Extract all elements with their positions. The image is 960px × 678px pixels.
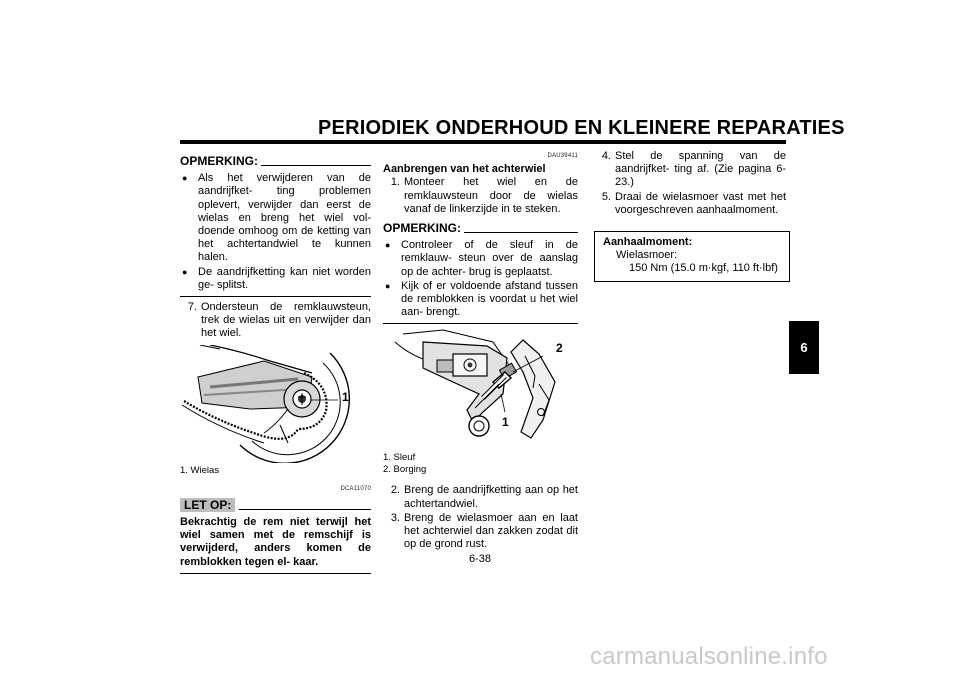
figure-wheel-axle xyxy=(180,345,371,463)
header-rule xyxy=(180,140,786,144)
list-item: ● Kijk of er voldoende afstand tussen de remblokken is voordat u het wiel aan- brengt. xyxy=(385,279,578,319)
column-left xyxy=(180,155,371,578)
list-item: ● Als het verwijderen van de aandrijfket- ting problemen oplevert, verwijder dan eerst de wielas en breng het wiel vol- doende omhoog om de ketting van het achtertandwiel te kunnen halen. xyxy=(182,172,371,264)
caution-text: Bekrachtig de rem niet terwijl het wiel samen met de remschijf is verwijderd, anders komen de remblokken tegen el- kaar. xyxy=(180,516,371,568)
figure-callout-1: 1 xyxy=(342,389,349,404)
note-heading: OPMERKING: xyxy=(383,221,461,236)
section-heading: Aanbrengen van het achterwiel xyxy=(383,163,546,176)
bullet-icon: ● xyxy=(182,173,188,184)
heading-line xyxy=(261,165,371,166)
caution-code: DCA11070 xyxy=(340,485,371,492)
note-end-rule xyxy=(180,296,371,297)
figure-caption: 2. Borging xyxy=(383,464,427,476)
spec-value: 150 Nm (15.0 m·kgf, 110 ft·lbf) xyxy=(629,262,778,275)
step-5: 5. Draai de wielasmoer vast met het voorgeschreven aanhaalmoment. xyxy=(601,190,786,216)
list-item: ● De aandrijfketting kan niet worden ge- splitst. xyxy=(182,265,371,291)
figure-caption: 1. Wielas xyxy=(180,464,220,476)
note-heading-row xyxy=(383,222,578,235)
watermark: carmanualsonline.info xyxy=(590,643,828,670)
bullet-icon: ● xyxy=(385,240,391,251)
column-right xyxy=(594,150,786,282)
step-4: 4. Stel de spanning van de aandrijfket- ting af. (Zie pagina 6-23.) xyxy=(601,150,786,189)
section-code: DAU39411 xyxy=(547,153,578,159)
caution-end-rule xyxy=(180,573,371,574)
note-heading-row xyxy=(180,155,371,168)
step-3: 3. Breng de wielasmoer aan en laat het achterwiel dan zakken zodat dit op de grond rust. xyxy=(390,511,578,551)
chapter-tab: 6 xyxy=(789,321,819,374)
heading-line xyxy=(239,509,371,510)
note-heading: OPMERKING: xyxy=(180,154,258,168)
step-1: 1. Monteer het wiel en de remklauwsteun door de wielas vanaf de linkerzijde in te steken. xyxy=(390,176,578,215)
note-end-rule xyxy=(383,323,578,324)
caution-badge: LET OP: xyxy=(180,498,235,512)
column-middle xyxy=(383,150,578,552)
list-item: ● Controleer of de sleuf in de remklauw- steun over de aanslag op de achter- brug is geplaatst. xyxy=(385,239,578,278)
figure-callout-2: 2 xyxy=(556,341,563,356)
torque-spec-box xyxy=(594,231,790,282)
page-title: PERIODIEK ONDERHOUD EN KLEINERE REPARATIES xyxy=(318,117,845,139)
step-7: 7. Ondersteun de remklauwsteun, trek de wielas uit en verwijder dan het wiel. xyxy=(187,301,371,340)
bullet-icon: ● xyxy=(182,266,188,277)
spec-title: Aanhaalmoment: xyxy=(603,236,693,249)
figure-caption: 1. Sleuf xyxy=(383,452,416,464)
caution-heading-row xyxy=(180,498,371,512)
figure-callout-1: 1 xyxy=(502,415,509,430)
figure-caliper-bracket xyxy=(383,328,578,448)
caliper-bracket-illustration xyxy=(383,328,578,448)
spec-label: Wielasmoer: xyxy=(616,249,678,262)
bullet-icon: ● xyxy=(385,280,391,291)
page-number: 6-38 xyxy=(468,553,492,565)
step-2: 2. Breng de aandrijfketting aan op het achtertandwiel. xyxy=(390,484,578,510)
heading-line xyxy=(464,232,578,233)
